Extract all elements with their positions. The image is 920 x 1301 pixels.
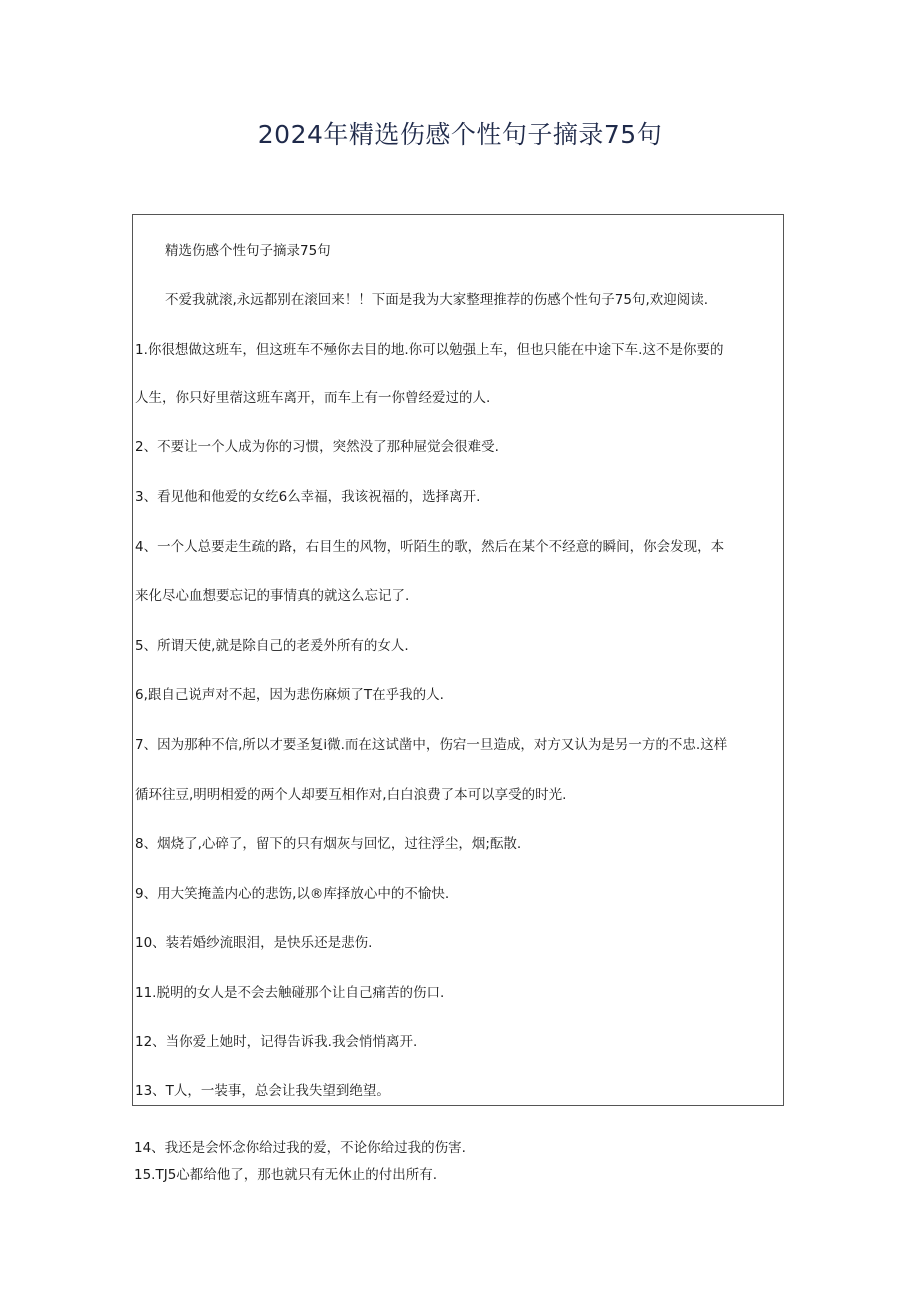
line-item-14: 14、我还是会怀念你给过我的爱，不论你给过我的伤害. xyxy=(134,1140,466,1156)
content-box xyxy=(132,214,784,1106)
box-line-item-2: 2、不要让一个人成为你的习惯，突然没了那种屉觉会很难受. xyxy=(135,439,499,455)
box-line-item-4b: 来化尽心血想要忘记的事情真的就这么忘记了. xyxy=(135,588,410,604)
box-line-item-13: 13、T人，一装事，总会让我失望到绝望。 xyxy=(135,1083,390,1099)
box-line-item-10: 10、装若婚纱流眼泪，是快乐还是悲伤. xyxy=(135,935,373,951)
box-line-item-3: 3、看见他和他爱的女纥6么幸福，我该祝福的，选择离开. xyxy=(135,489,481,505)
box-line-item-6: 6,跟自己说声对不起，因为悲伤麻烦了T在乎我的人. xyxy=(135,687,444,703)
box-line-heading: 精选伤感个性句子摘录75句 xyxy=(165,243,331,259)
box-line-item-1b: 人生，你只好里蓿这班车离开，而车上有一你曾经爱过的人. xyxy=(135,390,491,406)
box-line-item-11: 11.脱明的女人是不会去触碰那个让自己痛苦的伤口. xyxy=(135,985,445,1001)
box-line-item-5: 5、所谓天使,就是除自己的老爰外所有的女人. xyxy=(135,638,409,654)
box-line-item-7b: 循环往豆,明明相爱的两个人却要互相作对,白白浪费了本可以享受的时光. xyxy=(135,787,567,803)
box-line-item-9: 9、用大笑掩盖内心的悲饬,以®库择放心中的不愉快. xyxy=(135,886,450,902)
box-line-item-1a: 1.你很想做这班车，但这班车不殛你去目的地.你可以勉强上车，但也只能在中途下车.这不是你要的 xyxy=(135,342,724,358)
line-item-15: 15.TJ5心都给他了，那也就只有无休止的付出所有. xyxy=(134,1167,438,1183)
box-line-item-4a: 4、一个人总要走生疏的路，右目生的风物，听陌生的歌，然后在某个不经意的瞬间，你会发现，本 xyxy=(135,539,725,555)
box-line-intro: 不爱我就滚,永远都别在滚回来！！下面是我为大家整理推荐的伤感个性句子75句,欢迎阅读. xyxy=(165,292,709,308)
box-line-item-12: 12、当你爱上她时，记得告诉我.我会悄悄离开. xyxy=(135,1034,418,1050)
box-line-item-7a: 7、因为那种不信,所以才要圣复i微.而在这试凿中，伤宕一旦造成，对方又认为是另一方的不忠.这样 xyxy=(135,737,728,753)
box-line-item-8: 8、烟烧了,心碎了，留下的只有烟灰与回忆，过往浮尘，烟;酝散. xyxy=(135,836,522,852)
document-title: 2024年精选伤感个性句子摘录75句 xyxy=(257,120,663,149)
